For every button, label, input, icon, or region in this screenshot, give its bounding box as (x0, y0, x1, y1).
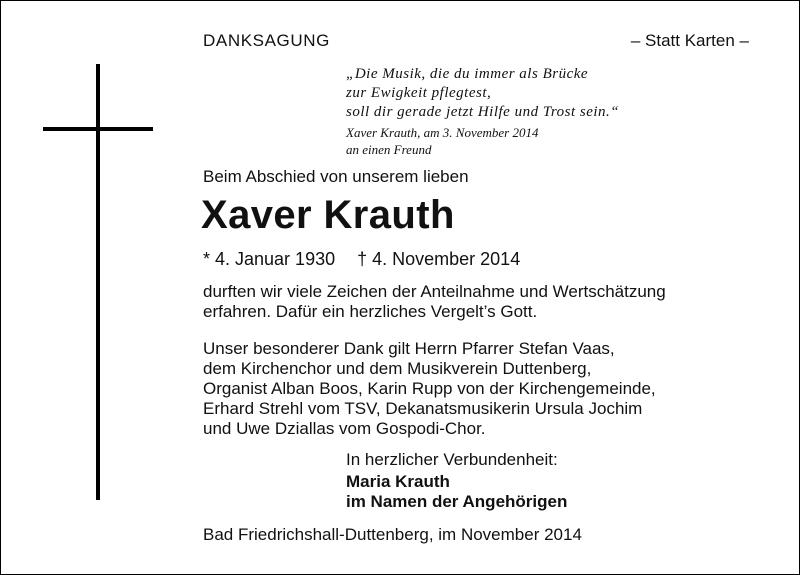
cross-horizontal-bar (43, 127, 153, 131)
paragraph-line: Erhard Strehl vom TSV, Dekanatsmusikerin Ursula Jochim (203, 399, 643, 418)
paragraph-line: Unser besonderer Dank gilt Herrn Pfarrer Stefan Vaas, (203, 339, 615, 358)
quote-attribution-line: an einen Freund (346, 142, 432, 157)
quote-line: soll dir gerade jetzt Hilfe und Trost sein.“ (346, 104, 620, 120)
birth-date: * 4. Januar 1930 (203, 249, 336, 269)
signatory-line: im Namen der Angehörigen (346, 492, 568, 511)
closing-phrase: In herzlicher Verbundenheit: (346, 450, 558, 469)
deceased-name: Xaver Krauth (201, 193, 455, 237)
signature (346, 472, 567, 512)
place-and-date: Bad Friedrichshall-Duttenberg, im November 2014 (203, 525, 582, 544)
death-date: † 4. November 2014 (357, 249, 521, 269)
intro-text: Beim Abschied von unserem lieben (203, 167, 469, 186)
notice-title: DANKSAGUNG (203, 31, 330, 50)
quote-attribution (346, 124, 538, 158)
special-thanks-paragraph (203, 339, 656, 439)
signatory-name: Maria Krauth (346, 472, 450, 491)
life-dates (203, 249, 520, 270)
paragraph-line: und Uwe Dziallas vom Gospodi-Chor. (203, 419, 486, 438)
paragraph-line: erfahren. Dafür ein herzliches Vergelt’s Gott. (203, 302, 538, 321)
thanks-paragraph (203, 282, 666, 322)
quote-line: „Die Musik, die du immer als Brücke (346, 66, 589, 82)
paragraph-line: durften wir viele Zeichen der Anteilnahme und Wertschätzung (203, 282, 666, 301)
quote-line: zur Ewigkeit pflegtest, (346, 85, 492, 101)
paragraph-line: Organist Alban Boos, Karin Rupp von der Kirchengemeinde, (203, 379, 656, 398)
statt-karten-note: – Statt Karten – (630, 31, 749, 50)
quote-attribution-line: Xaver Krauth, am 3. November 2014 (346, 125, 539, 140)
quote (346, 65, 619, 122)
paragraph-line: dem Kirchenchor und dem Musikverein Duttenberg, (203, 359, 592, 378)
